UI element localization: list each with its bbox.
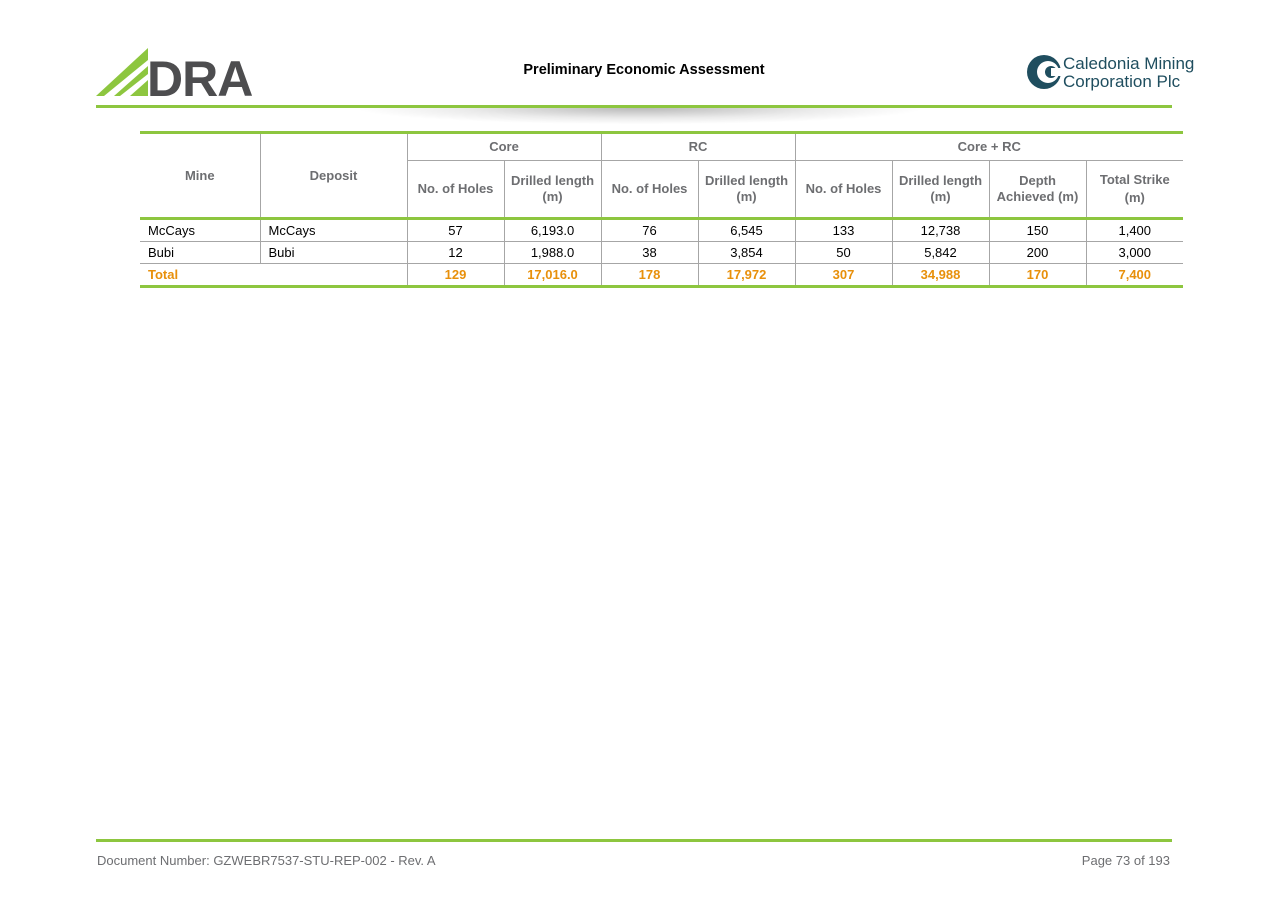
cell-value: 6,193.0 xyxy=(504,219,601,242)
header-combined-holes: No. of Holes xyxy=(795,161,892,219)
caledonia-logo-line2: Corporation Plc xyxy=(1063,72,1181,91)
cell-value: 57 xyxy=(407,219,504,242)
cell-value: 150 xyxy=(989,219,1086,242)
total-label: Total xyxy=(140,264,407,287)
cell-mine: McCays xyxy=(140,219,260,242)
header-group-core: Core xyxy=(407,133,601,161)
header-depth: Depth Achieved (m) xyxy=(989,161,1086,219)
cell-deposit: Bubi xyxy=(260,242,407,264)
total-value: 170 xyxy=(989,264,1086,287)
total-value: 17,016.0 xyxy=(504,264,601,287)
drilling-summary-table xyxy=(140,131,1183,288)
cell-value: 3,854 xyxy=(698,242,795,264)
cell-value: 1,988.0 xyxy=(504,242,601,264)
cell-value: 1,400 xyxy=(1086,219,1183,242)
dra-logo-text: DRA xyxy=(147,51,253,98)
total-value: 307 xyxy=(795,264,892,287)
cell-value: 12,738 xyxy=(892,219,989,242)
page-number: Page 73 of 193 xyxy=(1081,853,1170,868)
footer-divider xyxy=(96,839,1172,842)
cell-value: 50 xyxy=(795,242,892,264)
cell-value: 38 xyxy=(601,242,698,264)
table-row xyxy=(140,242,1183,264)
header-group-core-rc: Core + RC xyxy=(795,133,1183,161)
header-mine: Mine xyxy=(140,133,260,219)
total-value: 34,988 xyxy=(892,264,989,287)
cell-value: 76 xyxy=(601,219,698,242)
cell-deposit: McCays xyxy=(260,219,407,242)
header-combined-length: Drilled length (m) xyxy=(892,161,989,219)
page-title: Preliminary Economic Assessment xyxy=(523,62,765,78)
header-group-rc: RC xyxy=(601,133,795,161)
header-core-holes: No. of Holes xyxy=(407,161,504,219)
cell-value: 6,545 xyxy=(698,219,795,242)
document-number: Document Number: GZWEBR7537-STU-REP-002 - Rev. A xyxy=(97,853,436,868)
cell-value: 3,000 xyxy=(1086,242,1183,264)
header-deposit: Deposit xyxy=(260,133,407,219)
cell-value: 200 xyxy=(989,242,1086,264)
header-strike: Total Strike (m) xyxy=(1086,161,1183,219)
cell-value: 133 xyxy=(795,219,892,242)
cell-value: 5,842 xyxy=(892,242,989,264)
header-rc-holes: No. of Holes xyxy=(601,161,698,219)
caledonia-logo xyxy=(1026,48,1206,96)
header-core-length: Drilled length (m) xyxy=(504,161,601,219)
header-shadow xyxy=(360,108,920,124)
total-value: 17,972 xyxy=(698,264,795,287)
header-rc-length: Drilled length (m) xyxy=(698,161,795,219)
total-value: 129 xyxy=(407,264,504,287)
cell-value: 12 xyxy=(407,242,504,264)
caledonia-logo-line1: Caledonia Mining xyxy=(1063,54,1195,73)
total-value: 178 xyxy=(601,264,698,287)
total-row xyxy=(140,264,1183,287)
cell-mine: Bubi xyxy=(140,242,260,264)
total-value: 7,400 xyxy=(1086,264,1183,287)
table-row xyxy=(140,219,1183,242)
